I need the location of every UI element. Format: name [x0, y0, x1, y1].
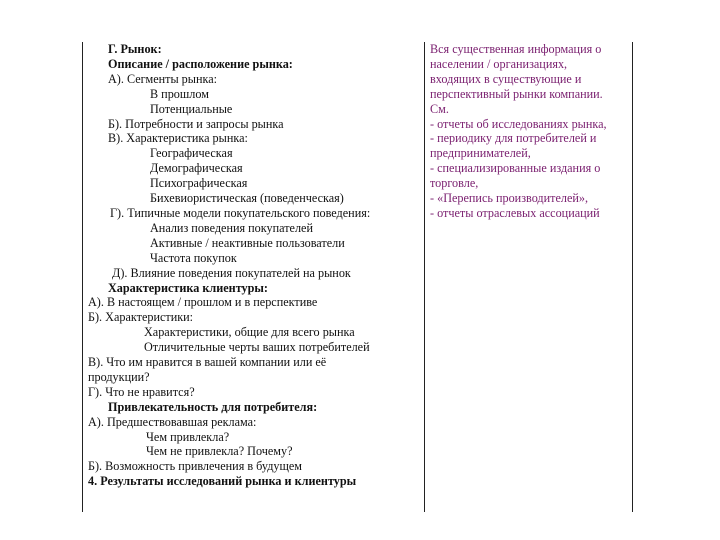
outline-item: Отличительные черты ваших потребителей — [144, 340, 370, 355]
note-line: - «Перепись производителей», — [430, 191, 589, 206]
outline-item: Д). Влияние поведения покупателей на рынок — [112, 265, 351, 280]
note-line: предпринимателей, — [430, 146, 531, 161]
outline-column — [84, 42, 420, 489]
table-border-middle — [424, 42, 425, 512]
note-line: перспективный рынки компании. — [430, 86, 603, 101]
outline-item: Демографическая — [150, 161, 243, 176]
outline-item: продукции? — [88, 369, 150, 384]
outline-item: Потенциальные — [150, 101, 233, 116]
section-heading: Привлекательность для потребителя: — [108, 399, 318, 414]
notes-column — [430, 42, 630, 221]
outline-item: Анализ поведения покупателей — [150, 220, 313, 235]
table-border-left — [82, 42, 83, 512]
outline-item: А). В настоящем / прошлом и в перспективе — [88, 295, 318, 310]
table-border-right — [632, 42, 633, 512]
note-line: населении / организациях, — [430, 56, 568, 71]
outline-item: Географическая — [150, 146, 233, 161]
outline-item: Б). Возможность привлечения в будущем — [88, 459, 303, 474]
outline-item: Б). Характеристики: — [88, 310, 194, 325]
note-line: - периодику для потребителей и — [430, 131, 597, 146]
outline-item: Г). Типичные модели покупательского поведения: — [110, 205, 371, 220]
note-line: Вся существенная информация о — [430, 42, 602, 56]
outline-item: Частота покупок — [150, 250, 237, 265]
section-heading: 4. Результаты исследований рынка и клиентуры — [88, 474, 357, 489]
outline-item: Чем привлекла? — [146, 429, 230, 444]
note-line: - отчеты отраслевых ассоциаций — [430, 205, 600, 220]
outline-item: Активные / неактивные пользователи — [150, 235, 345, 250]
outline-item: В). Характеристика рынка: — [108, 131, 248, 146]
section-heading: Г. Рынок: — [108, 42, 162, 56]
outline-item: В). Что им нравится в вашей компании или её — [88, 355, 327, 370]
outline-item: Характеристики, общие для всего рынка — [144, 325, 355, 340]
outline-item: А). Предшествовавшая реклама: — [88, 414, 257, 429]
section-heading: Характеристика клиентуры: — [108, 280, 268, 295]
outline-item: Бихевиористическая (поведенческая) — [150, 191, 344, 206]
note-line: - отчеты об исследованиях рынка, — [430, 116, 607, 131]
outline-item: Чем не привлекла? Почему? — [146, 444, 293, 459]
note-line: входящих в существующие и — [430, 71, 582, 86]
outline-item: Г). Что не нравится? — [88, 384, 195, 399]
outline-item: Психографическая — [150, 176, 248, 191]
note-line: См. — [430, 101, 449, 116]
section-heading: Описание / расположение рынка: — [108, 56, 293, 71]
outline-item: А). Сегменты рынка: — [108, 71, 218, 86]
note-line: торговле, — [430, 176, 479, 191]
outline-item: Б). Потребности и запросы рынка — [108, 116, 284, 131]
outline-item: В прошлом — [150, 86, 209, 101]
note-line: - специализированные издания о — [430, 161, 601, 176]
